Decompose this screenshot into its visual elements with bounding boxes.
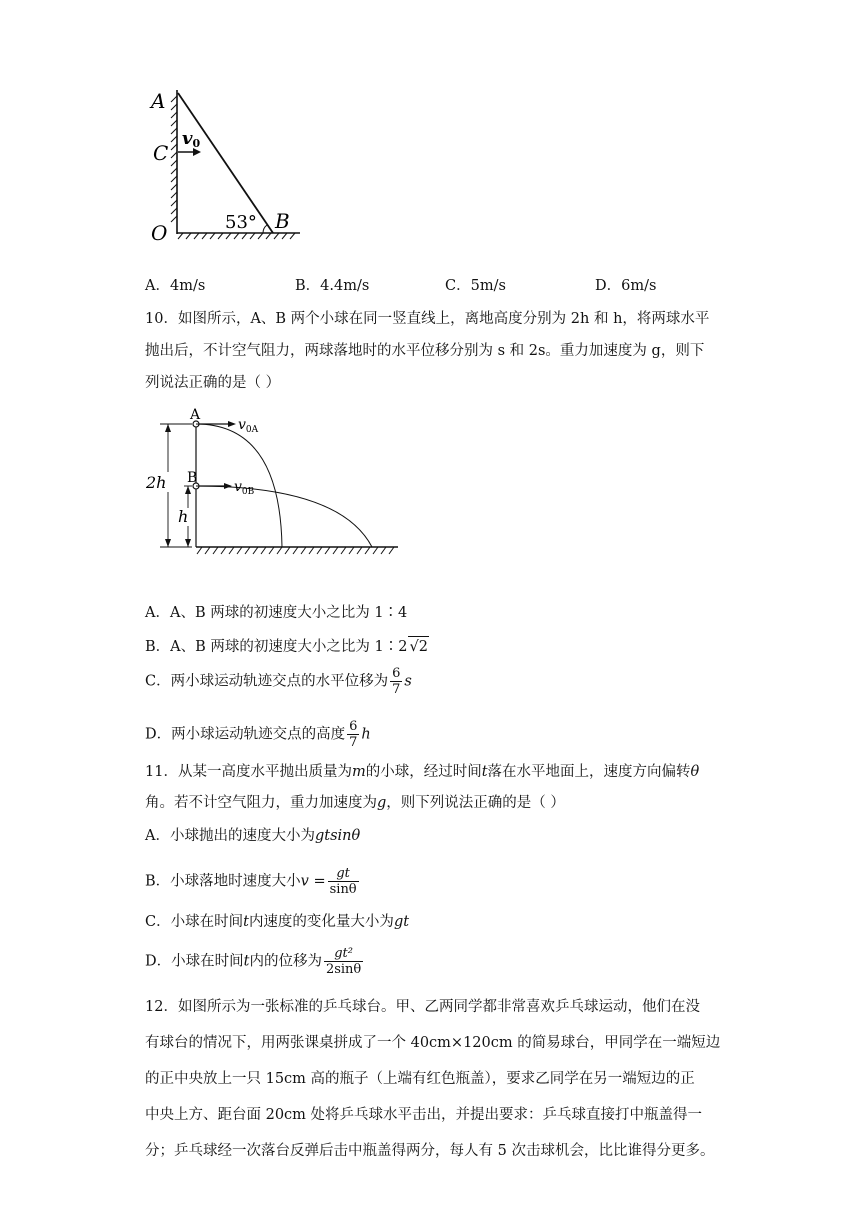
q12-line-5: 分；乒乓球经一次落台反弹后击中瓶盖得两分，每人有 5 次击球机会，比比谁得分更多。 xyxy=(145,1143,715,1159)
q11-option-a: A．小球抛出的速度大小为gtsinθ xyxy=(145,828,361,844)
q10-option-d: D．两小球运动轨迹交点的高度 $\frac{6}{7}$ h xyxy=(145,719,371,750)
q10-option-c: C．两小球运动轨迹交点的水平位移为 $\frac{6}{7}$ s xyxy=(145,666,412,697)
q12-line-1: 12．如图所示为一张标准的乒乓球台。甲、乙两同学都非常喜欢乒乓球运动，他们在没 xyxy=(145,999,700,1015)
q10-line-3: 列说法正确的是（ ） xyxy=(145,375,281,391)
q11-line-2: 角。若不计空气阻力，重力加速度为g，则下列说法正确的是（ ） xyxy=(145,795,565,811)
angle-label: 53° xyxy=(225,212,257,233)
q10-line-1: 10．如图所示，A、B 两个小球在同一竖直线上，离地高度分别为 2h 和 h，将两球水平 xyxy=(145,311,710,327)
label-o: O xyxy=(151,221,168,245)
ball-a-label: A xyxy=(190,407,201,423)
q12-line-2: 有球台的情况下，用两张课桌拼成了一个 40cm×120cm 的简易球台，甲同学在一端短边 xyxy=(145,1035,721,1051)
q11-option-c: C．小球在时间t内速度的变化量大小为gt xyxy=(145,914,410,930)
q11-option-b: B．小球落地时速度大小v = $\frac{gt}{\sin\theta}$ xyxy=(145,866,357,897)
q10-option-a: A．A、B 两球的初速度大小之比为 1∶4 xyxy=(145,605,408,621)
q9-option-a: A．4m/s xyxy=(145,278,206,294)
v0-label: v0 xyxy=(182,128,201,150)
label-a: A xyxy=(151,89,166,113)
q11-option-d: D．小球在时间t内的位移为 $\frac{\text{gt²}}{2\sin\theta}$ xyxy=(145,946,362,977)
ball-b-label: B xyxy=(187,470,198,486)
v0a-label: $v_{0A}$ xyxy=(238,417,259,435)
q9-option-d: D．6m/s xyxy=(595,278,657,294)
height-2h-label: 2h xyxy=(146,473,167,492)
q10-option-b: B．A、B 两球的初速度大小之比为 1∶2 √2 xyxy=(145,636,429,657)
q9-option-c: C．5m/s xyxy=(445,278,506,294)
height-h-label: h xyxy=(178,507,189,526)
label-b: B xyxy=(275,209,290,233)
q12-line-4: 中央上方、距台面 20cm 处将乒乓球水平击出，并提出要求：乒乓球直接打中瓶盖得一 xyxy=(145,1107,703,1123)
incline-figure xyxy=(145,82,310,247)
v0b-label: $v_{0B}$ xyxy=(234,479,255,497)
q10-line-2: 抛出后，不计空气阻力，两球落地时的水平位移分别为 s 和 2s。重力加速度为 g，则下 xyxy=(145,343,705,359)
label-c: C xyxy=(153,141,169,165)
q9-option-b: B．4.4m/s xyxy=(295,278,370,294)
projectile-figure xyxy=(140,404,405,564)
q12-line-3: 的正中央放上一只 15cm 高的瓶子（上端有红色瓶盖），要求乙同学在另一端短边的正 xyxy=(145,1071,695,1087)
sqrt-symbol: √2 xyxy=(408,636,428,657)
q11-line-1: 11．从某一高度水平抛出质量为m的小球，经过时间t落在水平地面上，速度方向偏转θ xyxy=(145,764,700,780)
